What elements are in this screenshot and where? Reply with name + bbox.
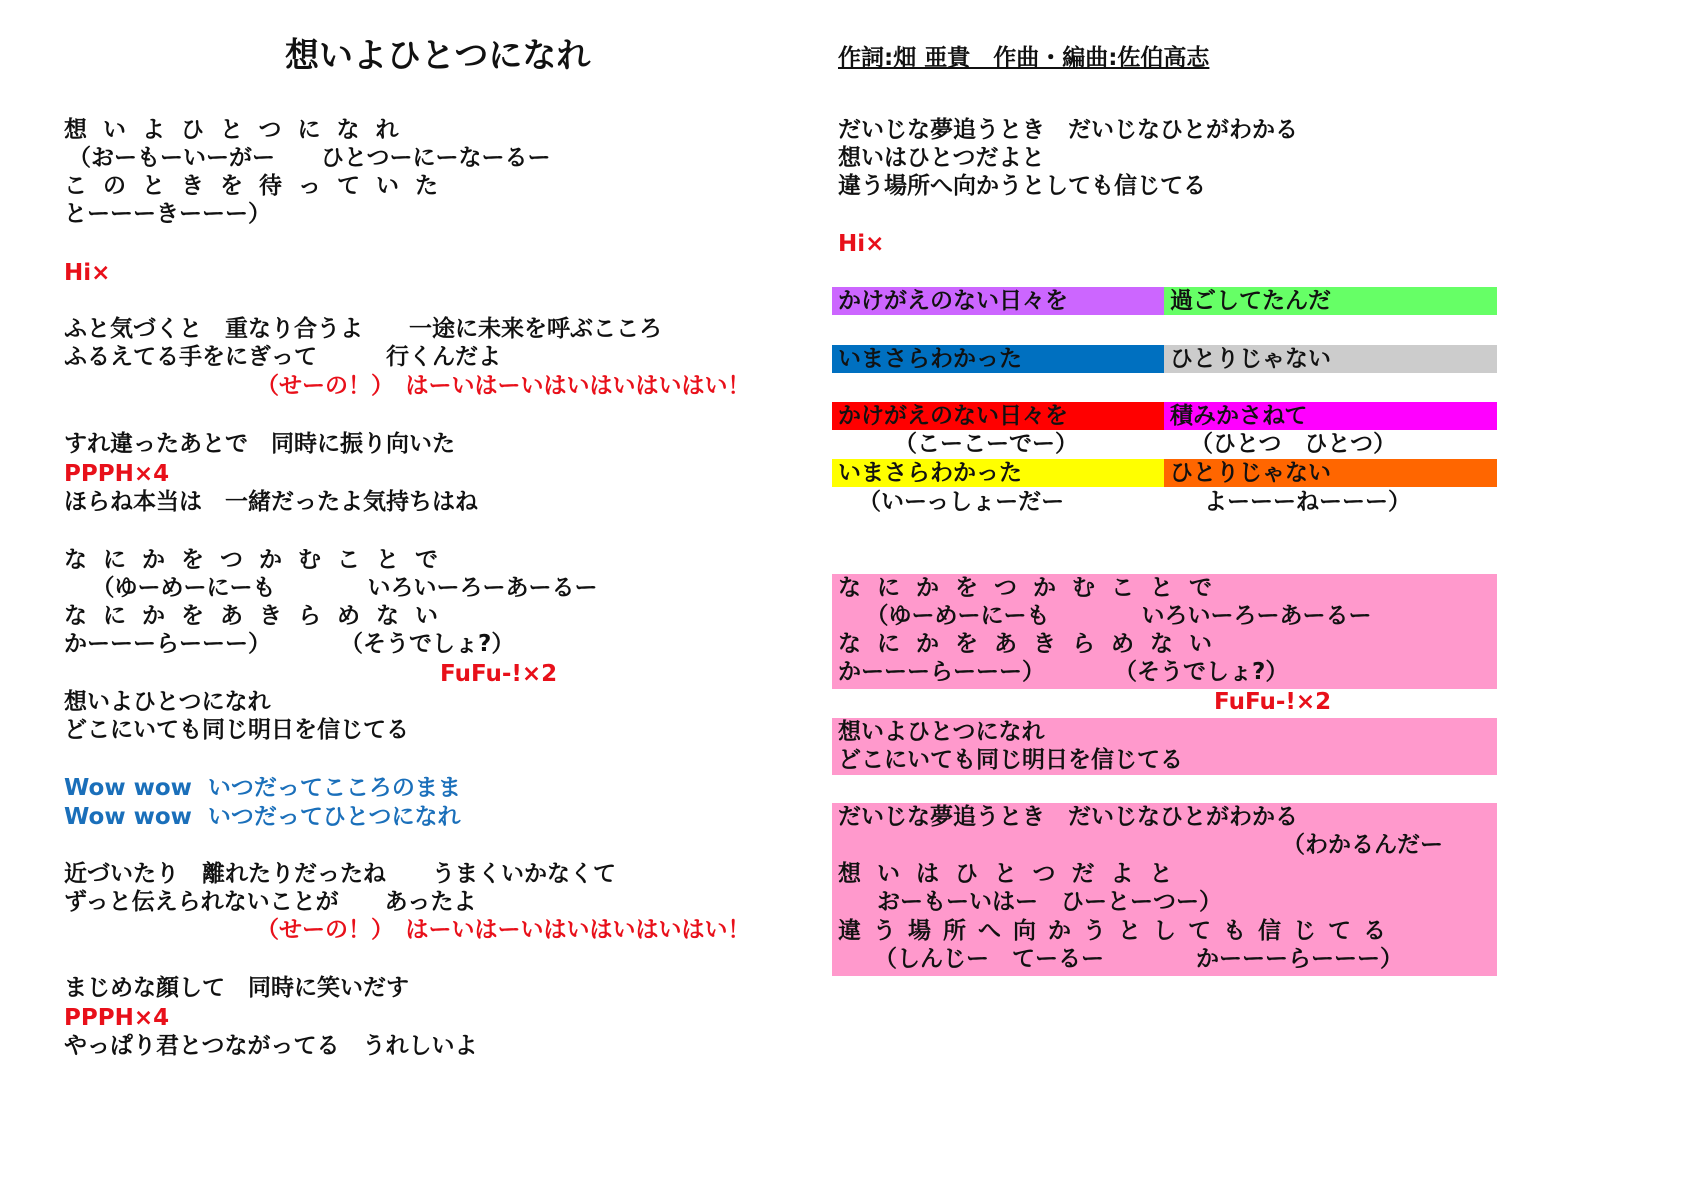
part-bar-yellow: [832, 459, 1164, 487]
part-bar-label: 過ごしてたんだ: [1170, 288, 1331, 314]
call-text: FuFu-!×2: [440, 661, 558, 687]
part-bar-label: かけがえのない日々を: [838, 288, 1068, 314]
lyric-line: （いーっしょーだー: [858, 489, 1065, 515]
lyric-line: なにかをあきらめない: [838, 631, 1228, 657]
lyric-line: （しんじー てーるー かーーーらーーー）: [874, 946, 1403, 972]
lyric-line: （ゆーめーにーも いろいーろーあーるー: [80, 575, 598, 601]
call-text: Hi×: [64, 260, 111, 286]
part-bar-label: かけがえのない日々を: [838, 403, 1068, 429]
call-text: PPPH×4: [64, 461, 170, 487]
part-bar-label: いまさらわかった: [838, 460, 1022, 486]
lyric-line: だいじな夢追うとき だいじなひとがわかる: [838, 804, 1298, 830]
call-text: FuFu-!×2: [1214, 689, 1332, 715]
lyric-line: なにかをつかむことで: [838, 575, 1228, 601]
call-text-blue: Wow wow いつだってこころのまま: [64, 775, 461, 801]
part-bar-gray: [1164, 345, 1497, 373]
part-bar-blue: [832, 345, 1164, 373]
part-bar-label: 積みかさねて: [1170, 403, 1308, 429]
lyric-line: おーもーいはー ひーとーつー）: [854, 889, 1222, 915]
lyric-line: とーーーきーーー）: [64, 201, 271, 227]
lyric-line: まじめな顔して 同時に笑いだす: [64, 975, 409, 1001]
lyric-line: （わかるんだー: [1282, 832, 1443, 858]
lyric-line: 想いよひとつになれ: [64, 117, 415, 143]
credits: 作詞:畑 亜貴 作曲・編曲:佐伯高志: [838, 45, 1210, 71]
lyric-line: （おーもーいーがー ひとつーにーなーるー: [68, 145, 551, 171]
lyric-line: かーーーらーーー） （そうでしょ?）: [64, 631, 515, 657]
lyric-line: 違う場所へ向かうとしても信じてる: [838, 173, 1206, 199]
lyric-line: どこにいても同じ明日を信じてる: [64, 717, 409, 743]
lyric-line: （こーこーでー）: [894, 431, 1078, 457]
lyric-line: だいじな夢追うとき だいじなひとがわかる: [838, 117, 1298, 143]
lyric-line: やっぱり君とつながってる うれしいよ: [64, 1033, 478, 1059]
lyric-line: 想いよひとつになれ: [838, 719, 1045, 745]
lyric-line: かーーーらーーー） （そうでしょ?）: [838, 659, 1289, 685]
lyric-line: 違う場所へ向かうとしても信じてる: [838, 918, 1398, 944]
page-title: 想いよひとつになれ: [285, 36, 591, 76]
call-text: （せーの！） はーいはーいはいはいはいはい！: [256, 917, 751, 943]
part-bar-purple: [832, 287, 1164, 315]
lyric-line: 近づいたり 離れたりだったね うまくいかなくて: [64, 861, 616, 887]
lyric-line: 想いはひとつだよと: [838, 861, 1189, 887]
lyric-line: ふと気づくと 重なり合うよ 一途に未来を呼ぶこころ: [64, 316, 662, 342]
lyric-line: すれ違ったあとで 同時に振り向いた: [64, 431, 455, 457]
part-bar-label: ひとりじゃない: [1170, 346, 1331, 372]
lyric-line: ほらね本当は 一緒だったよ気持ちはね: [64, 489, 478, 515]
lyric-line: このときを待っていた: [64, 173, 454, 199]
call-text: （せーの！） はーいはーいはいはいはいはい！: [256, 373, 751, 399]
lyric-line: なにかをつかむことで: [64, 547, 454, 573]
part-bar-green: [1164, 287, 1497, 315]
lyric-line: よーーーねーーー）: [1204, 489, 1411, 515]
call-text-blue: Wow wow いつだってひとつになれ: [64, 804, 461, 830]
lyric-line: どこにいても同じ明日を信じてる: [838, 747, 1183, 773]
lyric-line: 想いよひとつになれ: [64, 689, 271, 715]
lyric-line: （ゆーめーにーも いろいーろーあーるー: [854, 603, 1372, 629]
lyric-line: （ひとつ ひとつ）: [1190, 431, 1397, 457]
lyric-line: なにかをあきらめない: [64, 603, 454, 629]
call-text: Hi×: [838, 231, 885, 257]
lyric-line: ずっと伝えられないことが あったよ: [64, 889, 477, 915]
part-bar-red: [832, 402, 1164, 430]
part-bar-magenta: [1164, 402, 1497, 430]
part-bar-label: いまさらわかった: [838, 346, 1022, 372]
lyric-line: ふるえてる手をにぎって 行くんだよ: [64, 344, 501, 370]
part-bar-orange: [1164, 459, 1497, 487]
lyric-line: 想いはひとつだよと: [838, 145, 1045, 171]
part-bar-label: ひとりじゃない: [1170, 460, 1331, 486]
call-text: PPPH×4: [64, 1005, 170, 1031]
